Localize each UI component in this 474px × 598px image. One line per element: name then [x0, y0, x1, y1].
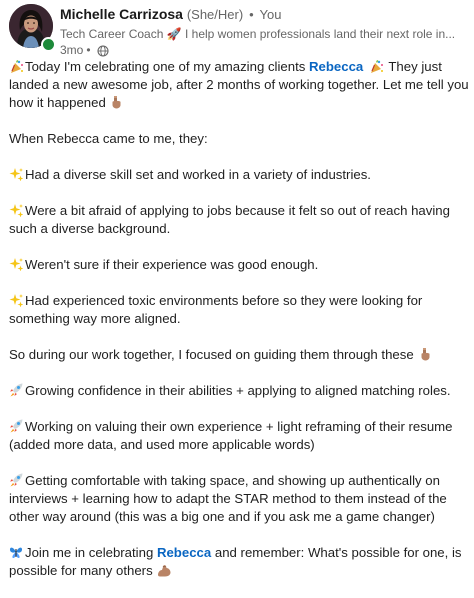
post-paragraph [9, 166, 469, 184]
post-text: Were a bit afraid of applying to jobs because it felt so out of reach having such a diverse background. [9, 203, 450, 236]
separator-dot: • [249, 7, 254, 22]
post-text: They just landed a new awesome job, after 2 months of working together. Let me tell you how it happened [9, 59, 469, 110]
sparkles-icon [9, 203, 23, 217]
sparkles-icon [9, 293, 23, 307]
author-headline: Tech Career Coach 🚀 I help women professionals land their next role in... [60, 27, 456, 41]
post-paragraph [9, 292, 469, 328]
post-paragraph [9, 382, 469, 400]
post-paragraph [9, 202, 469, 238]
flexed-biceps-icon [157, 563, 171, 577]
pointing-down-icon [418, 347, 432, 361]
post-text: Growing confidence in their abilities + applying to aligned matching roles. [25, 383, 451, 398]
butterfly-icon [9, 545, 23, 559]
author-name[interactable]: Michelle Carrizosa [60, 6, 183, 22]
author-meta [60, 6, 465, 58]
post-body [9, 58, 469, 598]
rocket-icon [9, 473, 23, 487]
mention-link-rebecca[interactable]: Rebecca [309, 59, 364, 74]
pointing-down-icon [109, 95, 123, 109]
post-paragraph [9, 472, 469, 526]
relation-label: You [259, 7, 282, 22]
mention-link-rebecca[interactable]: Rebecca [156, 545, 212, 560]
post-header [0, 0, 474, 56]
rocket-icon [9, 383, 23, 397]
post-paragraph: When Rebecca came to me, they: [9, 131, 208, 146]
online-status-indicator [41, 37, 56, 52]
post-time: 3mo [60, 43, 84, 57]
post-paragraph [9, 346, 469, 364]
post-text: Weren't sure if their experience was good enough. [25, 257, 319, 272]
author-avatar-wrapper[interactable] [9, 4, 53, 48]
party-popper-icon [369, 59, 383, 73]
post-paragraph [9, 58, 469, 112]
post-paragraph [9, 544, 469, 580]
globe-icon[interactable] [97, 45, 109, 57]
post-text: Had experienced toxic environments before so they were looking for something way more aligned. [9, 293, 423, 326]
rocket-icon [9, 419, 23, 433]
sparkles-icon [9, 257, 23, 271]
post-text: Getting comfortable with taking space, and showing up authentically on interviews + learning how to adapt the STAR method to them instead of the other way around (this was a big one and if you ask me a game changer) [9, 473, 447, 524]
sparkles-icon [9, 167, 23, 181]
post-text: Had a diverse skill set and worked in a variety of industries. [25, 167, 371, 182]
post-text: Join me in celebrating [25, 545, 157, 560]
author-pronouns: (She/Her) [186, 7, 244, 22]
post-text: and remember: What's possible for one, is possible for many others [9, 545, 462, 578]
post-paragraph [9, 418, 469, 454]
author-name-line [60, 6, 465, 23]
post-paragraph [9, 256, 469, 274]
post-text: Today I'm celebrating one of my amazing clients [25, 59, 309, 74]
party-popper-icon [9, 59, 23, 73]
post-time-line [60, 43, 465, 58]
time-separator-dot: • [86, 43, 91, 57]
post-text: Working on valuing their own experience + light reframing of their resume (added more data, and used more applicable words) [9, 419, 453, 452]
post-text: So during our work together, I focused on guiding them through these [9, 347, 414, 362]
